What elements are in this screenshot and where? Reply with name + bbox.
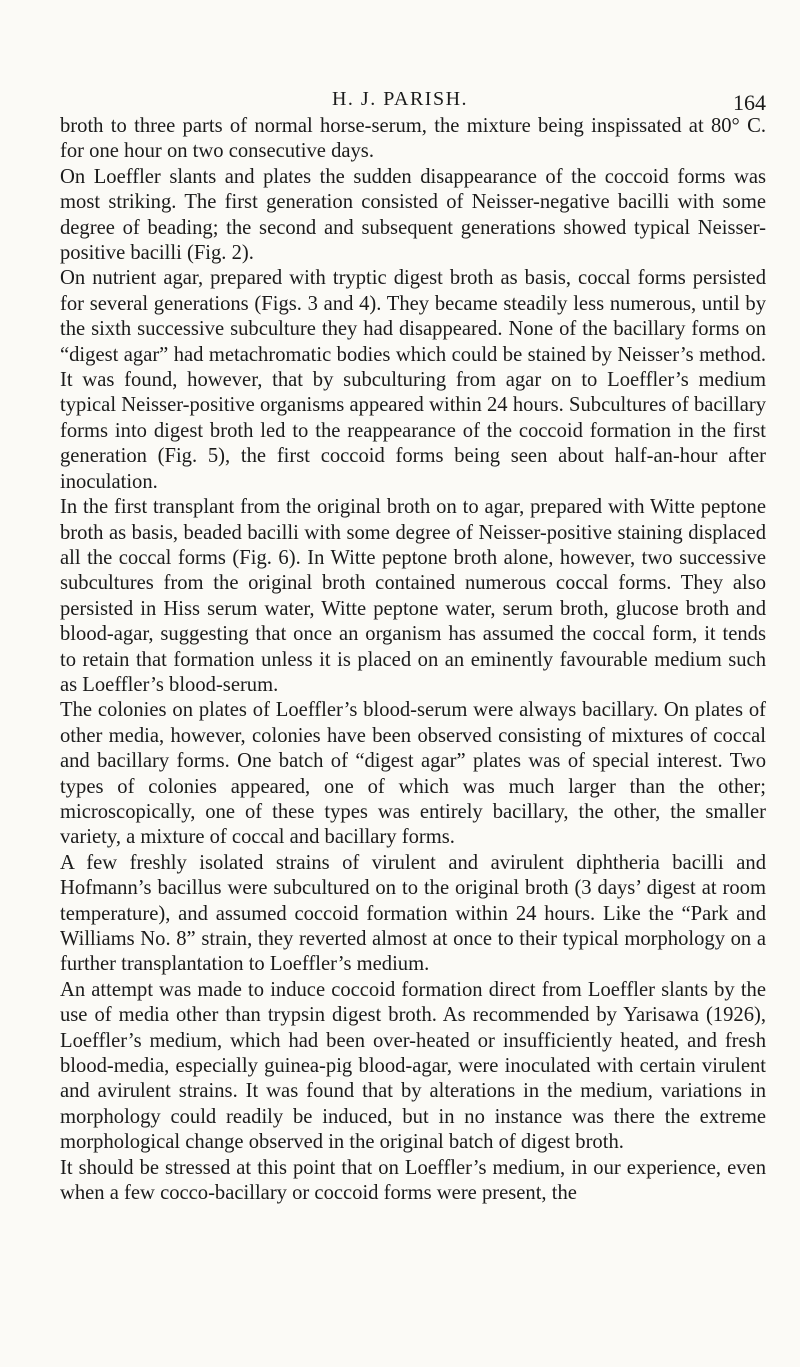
body-text bbox=[60, 114, 766, 1206]
paragraph-2: On Loeffler slants and plates the sudden disappearance of the coccoid forms was most striking. The first generation consisted of Neisser-negative bacilli with some degree of beading; the second and subsequent generations showed typical Neisser-positive bacilli (Fig. 2). bbox=[60, 165, 766, 265]
paragraph-4: In the first transplant from the original broth on to agar, prepared with Witte peptone broth as basis, beaded bacilli with some degree of Neisser-positive staining displaced all the coccal forms (Fig. 6). In Witte peptone broth alone, however, two successive subcultures from the original broth contained numerous coccal forms. They also persisted in Hiss serum water, Witte peptone water, serum broth, glucose broth and blood-agar, suggesting that once an organism has assumed the coccal form, it tends to retain that formation unless it is placed on an eminently favourable medium such as Loeffler’s blood-serum. bbox=[60, 496, 766, 696]
page-header bbox=[0, 60, 800, 115]
page-number: 164 bbox=[733, 90, 766, 115]
paragraph-7: An attempt was made to induce coccoid formation direct from Loeffler slants by the use of media other than trypsin digest broth. As recommended by Yarisawa (1926), Loeffler’s medium, which had been over-heated or insufficiently heated, and fresh blood-media, especially guinea-pig blood-agar, were inoculated with certain virulent and avirulent strains. It was found that by alterations in the medium, variations in morphology could readily be induced, but in no instance was there the extreme morphological change observed in the original batch of digest broth. bbox=[60, 978, 766, 1154]
running-head: H. J. PARISH. bbox=[331, 88, 469, 110]
paragraph-5: The colonies on plates of Loeffler’s blood-serum were always bacillary. On plates of other media, however, colonies have been observed consisting of mixtures of coccal and bacillary forms. One batch of “digest agar” plates was of special interest. Two types of colonies appeared, one of which was much larger than the other; microscopically, one of these types was entirely bacillary, the other, the smaller variety, a mixture of coccal and bacillary forms. bbox=[60, 699, 766, 849]
paragraph-3: On nutrient agar, prepared with tryptic digest broth as basis, coccal forms persisted for several generations (Figs. 3 and 4). They became steadily less numerous, until by the sixth successive subculture they had disappeared. None of the bacillary forms on “digest agar” had metachromatic bodies which could be stained by Neisser’s method. It was found, however, that by subculturing from agar on to Loeffler’s medium typical Neisser-positive organisms appeared within 24 hours. Subcultures of bacillary forms into digest broth led to the reappearance of the coccoid formation in the first generation (Fig. 5), the first coccoid forms being seen about half-an-hour after inoculation. bbox=[60, 267, 766, 493]
paragraph-1: broth to three parts of normal horse-serum, the mixture being inspissated at 80° C. for one hour on two consecutive days. bbox=[60, 115, 766, 163]
paragraph-6: A few freshly isolated strains of virulent and avirulent diphtheria bacilli and Hofmann’s bacillus were subcultured on to the original broth (3 days’ digest at room temperature), and assumed coccoid formation within 24 hours. Like the “Park and Williams No. 8” strain, they reverted almost at once to their typical morphology on a further transplantation to Loeffler’s medium. bbox=[60, 851, 766, 976]
paragraph-8: It should be stressed at this point that on Loeffler’s medium, in our experience, even when a few cocco-bacillary or coccoid forms were present, the bbox=[60, 1156, 766, 1205]
